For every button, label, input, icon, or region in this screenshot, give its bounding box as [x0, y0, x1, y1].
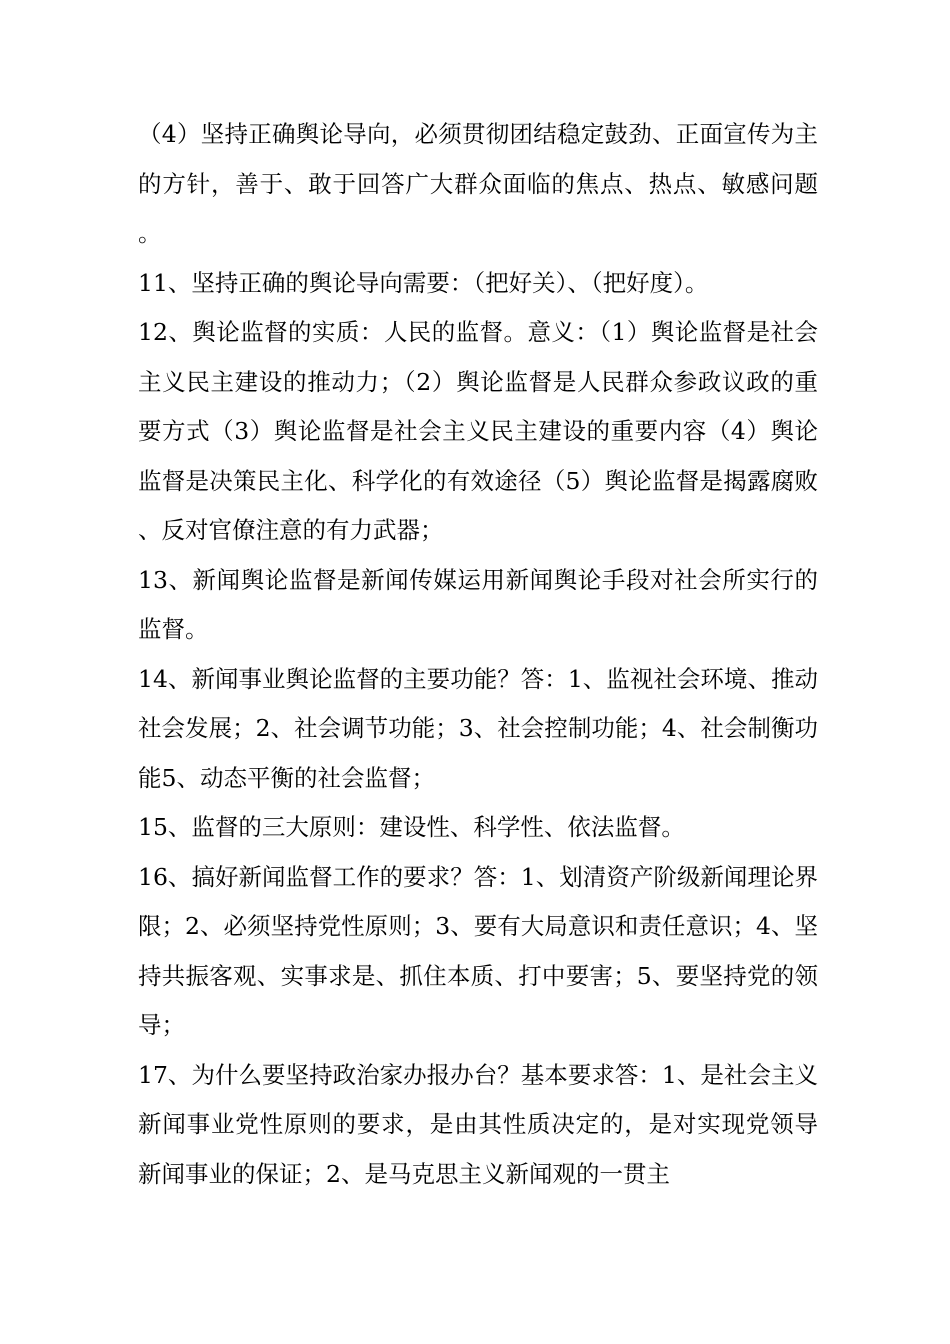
paragraph-13: 13、新闻舆论监督是新闻传媒运用新闻舆论手段对社会所实行的监督。	[138, 565, 818, 643]
paragraph-14: 14、新闻事业舆论监督的主要功能？答：1、监视社会环境、推动社会发展；2、社会调节功能；3、社会控制功能；4、社会制衡功能5、动态平衡的社会监督；	[138, 664, 818, 792]
paragraph-15: 15、监督的三大原则：建设性、科学性、依法监督。	[138, 813, 685, 841]
paragraph-17: 17、为什么要坚持政治家办报办台？基本要求答：1、是社会主义新闻事业党性原则的要求，是由其性质决定的，是对实现党领导新闻事业的保证；2、是马克思主义新闻观的一贯主	[138, 1060, 818, 1188]
paragraph-16: 16、搞好新闻监督工作的要求？答：1、划清资产阶级新闻理论界限；2、必须坚持党性原则；3、要有大局意识和责任意识；4、坚持共振客观、实事求是、抓住本质、打中要害；5、要坚持党的领导；	[138, 862, 818, 1039]
paragraph-point-4: （4）坚持正确舆论导向，必须贯彻团结稳定鼓劲、正面宣传为主的方针，善于、敢于回答广大群众面临的焦点、热点、敏感问题。	[138, 120, 818, 247]
paragraph-11: 11、坚持正确的舆论导向需要：（把好关）、（把好度）。	[138, 268, 709, 297]
document-body	[138, 110, 818, 1199]
paragraph-12: 12、舆论监督的实质：人民的监督。意义：（1）舆论监督是社会主义民主建设的推动力；（2）舆论监督是人民群众参政议政的重要方式（3）舆论监督是社会主义民主建设的重要内容（4）舆论监督是决策民主化、科学化的有效途径（5）舆论监督是揭露腐败、反对官僚注意的有力武器；	[138, 318, 818, 544]
